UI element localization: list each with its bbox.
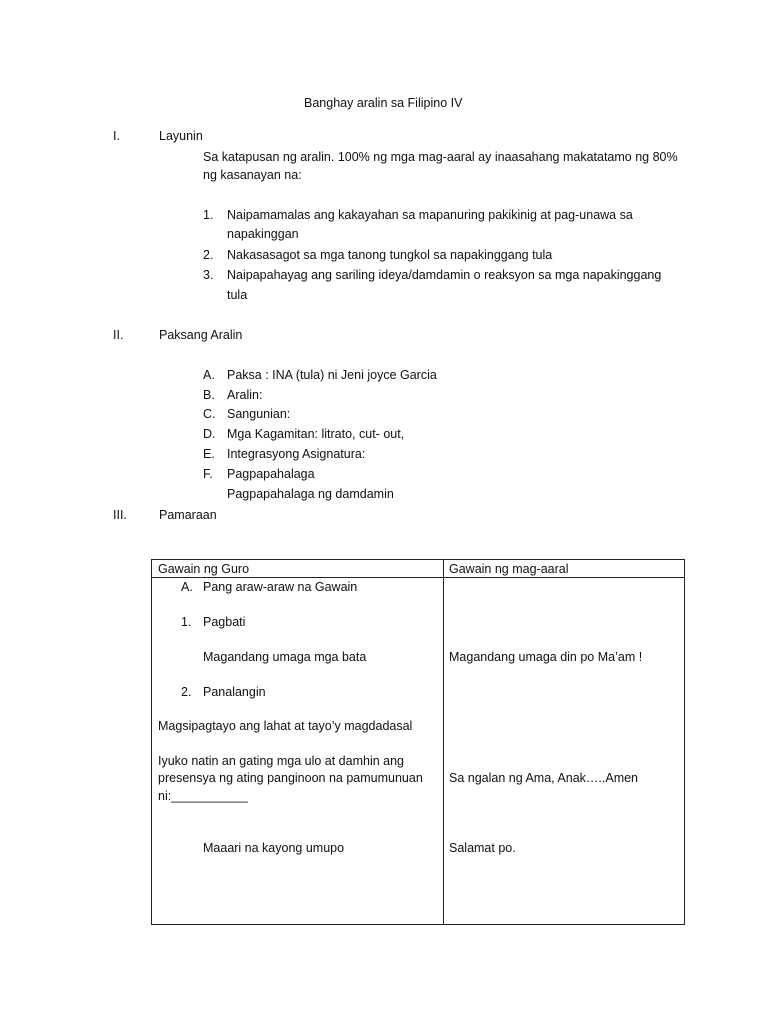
guro-greeting: Magandang umaga mga bata [203, 650, 367, 664]
guro-prayer-line-3: ni:___________ [158, 789, 248, 803]
section-number-paksa: II. [113, 328, 124, 342]
paksa-item-subtext: Pagpapahalaga ng damdamin [227, 487, 394, 501]
mag-aaral-amen: Sa ngalan ng Ama, Anak…..Amen [449, 771, 639, 785]
guro-item-2-number: 2. [181, 685, 192, 699]
table-header-mag-aaral: Gawain ng mag-aaral [449, 562, 569, 576]
paksa-item-letter: A. [203, 368, 215, 382]
document-title: Banghay aralin sa Filipino IV [304, 96, 463, 110]
guro-item-1-number: 1. [181, 615, 192, 629]
guro-prayer-line-2: presensya ng ating panginoon na pamumunuan [158, 771, 423, 785]
objective-text: Nakasasagot sa mga tanong tungkol sa napakinggang tula [227, 248, 553, 262]
paksa-item-text: Mga Kagamitan: litrato, cut- out, [227, 427, 405, 441]
table-header-guro: Gawain ng Guro [158, 562, 250, 576]
objective-text: Naipamamalas ang kakayahan sa mapanuring pakikinig at pag-unawa sa [227, 208, 633, 222]
layunin-intro-line-2: ng kasanayan na: [203, 168, 302, 182]
paksa-item-letter: B. [203, 388, 215, 402]
guro-a-text: Pang araw-araw na Gawain [203, 580, 358, 594]
objective-text: Naipapahayag ang sariling ideya/damdamin o reaksyon sa mga napakinggang [227, 268, 662, 282]
layunin-intro-line-1: Sa katapusan ng aralin. 100% ng mga mag-aaral ay inaasahang makatatamo ng 80% [203, 150, 678, 164]
guro-stand-instruction: Magsipagtayo ang lahat at tayo’y magdadasal [158, 719, 413, 733]
table-column-divider [443, 560, 444, 924]
procedure-table [151, 559, 685, 925]
paksa-item-text: Integrasyong Asignatura: [227, 447, 366, 461]
section-title-pamaraan: Pamaraan [159, 508, 217, 522]
paksa-item-text: Pagpapahalaga [227, 467, 315, 481]
objective-number: 2. [203, 248, 214, 262]
table-header-divider [152, 577, 684, 578]
paksa-item-text: Sangunian: [227, 407, 291, 421]
section-number-pamaraan: III. [113, 508, 127, 522]
objective-number: 3. [203, 268, 214, 282]
paksa-item-letter: C. [203, 407, 216, 421]
guro-a-letter: A. [181, 580, 193, 594]
section-title-layunin: Layunin [159, 129, 203, 143]
section-number-layunin: I. [113, 129, 120, 143]
guro-prayer-line-1: Iyuko natin an gating mga ulo at damhin ang [158, 754, 405, 768]
objective-text-continued: napakinggan [227, 227, 299, 241]
mag-aaral-thanks: Salamat po. [449, 841, 516, 855]
section-title-paksa: Paksang Aralin [159, 328, 243, 342]
objective-number: 1. [203, 208, 214, 222]
paksa-item-letter: E. [203, 447, 215, 461]
paksa-item-text: Paksa : INA (tula) ni Jeni joyce Garcia [227, 368, 437, 382]
guro-item-2-text: Panalangin [203, 685, 266, 699]
paksa-item-letter: F. [203, 467, 213, 481]
mag-aaral-greeting-reply: Magandang umaga din po Ma’am ! [449, 650, 643, 664]
paksa-item-letter: D. [203, 427, 216, 441]
objective-text-continued: tula [227, 288, 248, 302]
guro-sit-instruction: Maaari na kayong umupo [203, 841, 345, 855]
paksa-item-text: Aralin: [227, 388, 263, 402]
guro-item-1-text: Pagbati [203, 615, 246, 629]
